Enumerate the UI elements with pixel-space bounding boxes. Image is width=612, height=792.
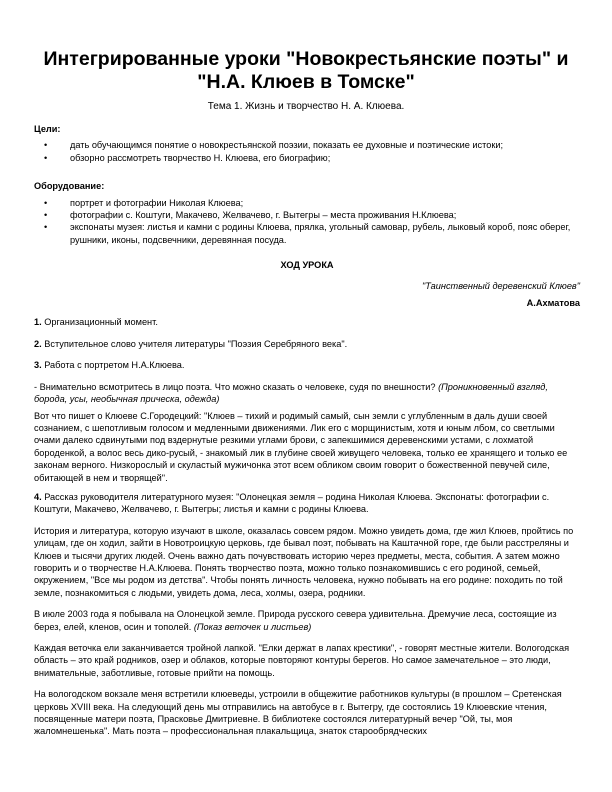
paragraph-text: В июле 2003 года я побывала на Олонецкой земле. Природа русского севера удивительна. Дремучие леса, состоящие из берез, елей, кленов, осин и тополей.: [34, 609, 557, 632]
goals-heading: Цели:: [34, 124, 61, 134]
step-2: [34, 338, 580, 350]
portrait-question: [34, 381, 580, 406]
paragraph-hint: (Показ веточек и листьев): [193, 621, 312, 632]
step-number: 2.: [34, 338, 42, 349]
step-number: 4.: [34, 491, 42, 502]
step-1: [34, 316, 580, 328]
equipment-heading: Оборудование:: [34, 181, 105, 192]
question-hint: (Проникновенный взгляд, борода, усы, необычная прическа, одежда): [34, 381, 548, 405]
document-body: [34, 123, 580, 738]
step-number: 1.: [34, 317, 42, 328]
goals-list: [34, 139, 580, 164]
subtitle: Тема 1. Жизнь и творчество Н. А. Клюева.: [207, 101, 405, 112]
title-line-2: "Н.А. Клюев в Томске": [197, 71, 415, 93]
step-number: 3.: [34, 360, 42, 371]
page-title: [20, 48, 592, 94]
list-item: • портрет и фотографии Николая Клюева;: [34, 197, 580, 209]
title-line-1: Интегрированные уроки "Новокрестьянские поэты" и: [43, 48, 569, 70]
question-text: - Внимательно всмотритесь в лицо поэта. Что можно сказать о человеке, судя по внешности?: [34, 381, 439, 392]
step-text: Организационный момент.: [41, 317, 158, 328]
step-3: [34, 359, 580, 371]
equipment-list: [34, 197, 580, 247]
list-item: • фотографии с. Коштуги, Макачево, Желвачево, г. Вытегры – места проживания Н.Клюева;: [34, 209, 580, 221]
step-4: [34, 491, 580, 516]
paragraph-branches: Каждая веточка ели заканчивается тройной лапкой. "Елки держат в лапах крестики", - говорят местные жители. Вологодская область – это край родников, озер и облаков, которые повторяют контуры берегов. Но самое замечательное – это люди, внимательные, заботливые, готовые прийти на помощь.: [34, 643, 570, 678]
epigraph-author: А.Ахматова: [526, 298, 580, 309]
list-item: • обзорно рассмотреть творчество Н. Клюева, его биографию;: [34, 152, 580, 164]
paragraph-vologda: На вологодском вокзале меня встретили клюеведы, устроили в общежитие работников культуры (в прошлом – Сретенская церковь XVIII века. На следующий день мы отправились на автобусе в г. Вытегру, где состоялись 19 Клюевские чтения, посвященные матери поэта, Прасковье Дмитриевне. В библиотеке состоялся литературный вечер "Ой, ты, моя жаломнешенька". Мать поэта – профессиональная плакальщица, знаток старообрядческих: [34, 689, 562, 737]
epigraph: "Таинственный деревенский Клюев": [422, 280, 580, 291]
paragraph-history: История и литература, которую изучают в школе, оказалась совсем рядом. Можно увидеть дома, где жил Клюев, пройтись по улицам, где он ходил, зайти в Новотроицкую церковь, где бывал поэт, побывать на Каштачной горе, где были расстреляны и Клюев и тысячи других людей. Очень важно дать почувствовать историю через предметы, места, события. А затем можно говорить и о творчестве Н.А.Клюева. Понять творчество поэта, можно только познакомившись с его родиной, семьей, окружением, "Все мы родом из детства". Чтобы понять личность человека, нужно побывать на его родине: походить по той земле, познакомиться с людьми, увидеть дома, леса, холмы, озера, родники.: [34, 525, 574, 598]
list-item: • экспонаты музея: листья и камни с родины Клюева, прялка, угольный самовар, рубель, лыковый короб, пояс оберег, рушники, иконы, подсвечники, деревянная посуда.: [34, 221, 580, 246]
gorodetsky-quote: Вот что пишет о Клюеве С.Городецкий: "Клюев – тихий и родимый самый, сын земли с углубленным в даль души своей сознанием, с шепотливым голосом и медленными движениями. Лик его с морщинистым, хотя и юным лбом, со светлыми очами далеко сдвинутыми под вздернутые резкими углами брови, с запекшимися деревенскими устами, с лохматой бороденкой, а волос весь дико-русый, - знакомый лик в глубине своей живущего человека, только ее хранящего и только ее законам верного. Низкорослый и скуластый мужичонка этот всем обликом своим говорит о божественной певучей силе, обитающей в нем и творящей".: [34, 410, 568, 483]
list-item: • дать обучающимся понятие о новокрестьянской поэзии, показать ее духовные и поэтические истоки;: [34, 139, 580, 151]
lesson-heading: ХОД УРОКА: [280, 260, 334, 271]
step-text: Работа с портретом Н.А.Клюева.: [41, 360, 185, 371]
step-text: Рассказ руководителя литературного музея: "Олонецкая земля – родина Николая Клюева. Экспонаты: фотографии с. Коштуги, Макачево, Желвачево, г. Вытегры; листья и камни с родины Клюева.: [34, 491, 550, 515]
paragraph-olonets: [34, 608, 580, 633]
step-text: Вступительное слово учителя литературы "Поэзия Серебряного века".: [41, 338, 348, 349]
